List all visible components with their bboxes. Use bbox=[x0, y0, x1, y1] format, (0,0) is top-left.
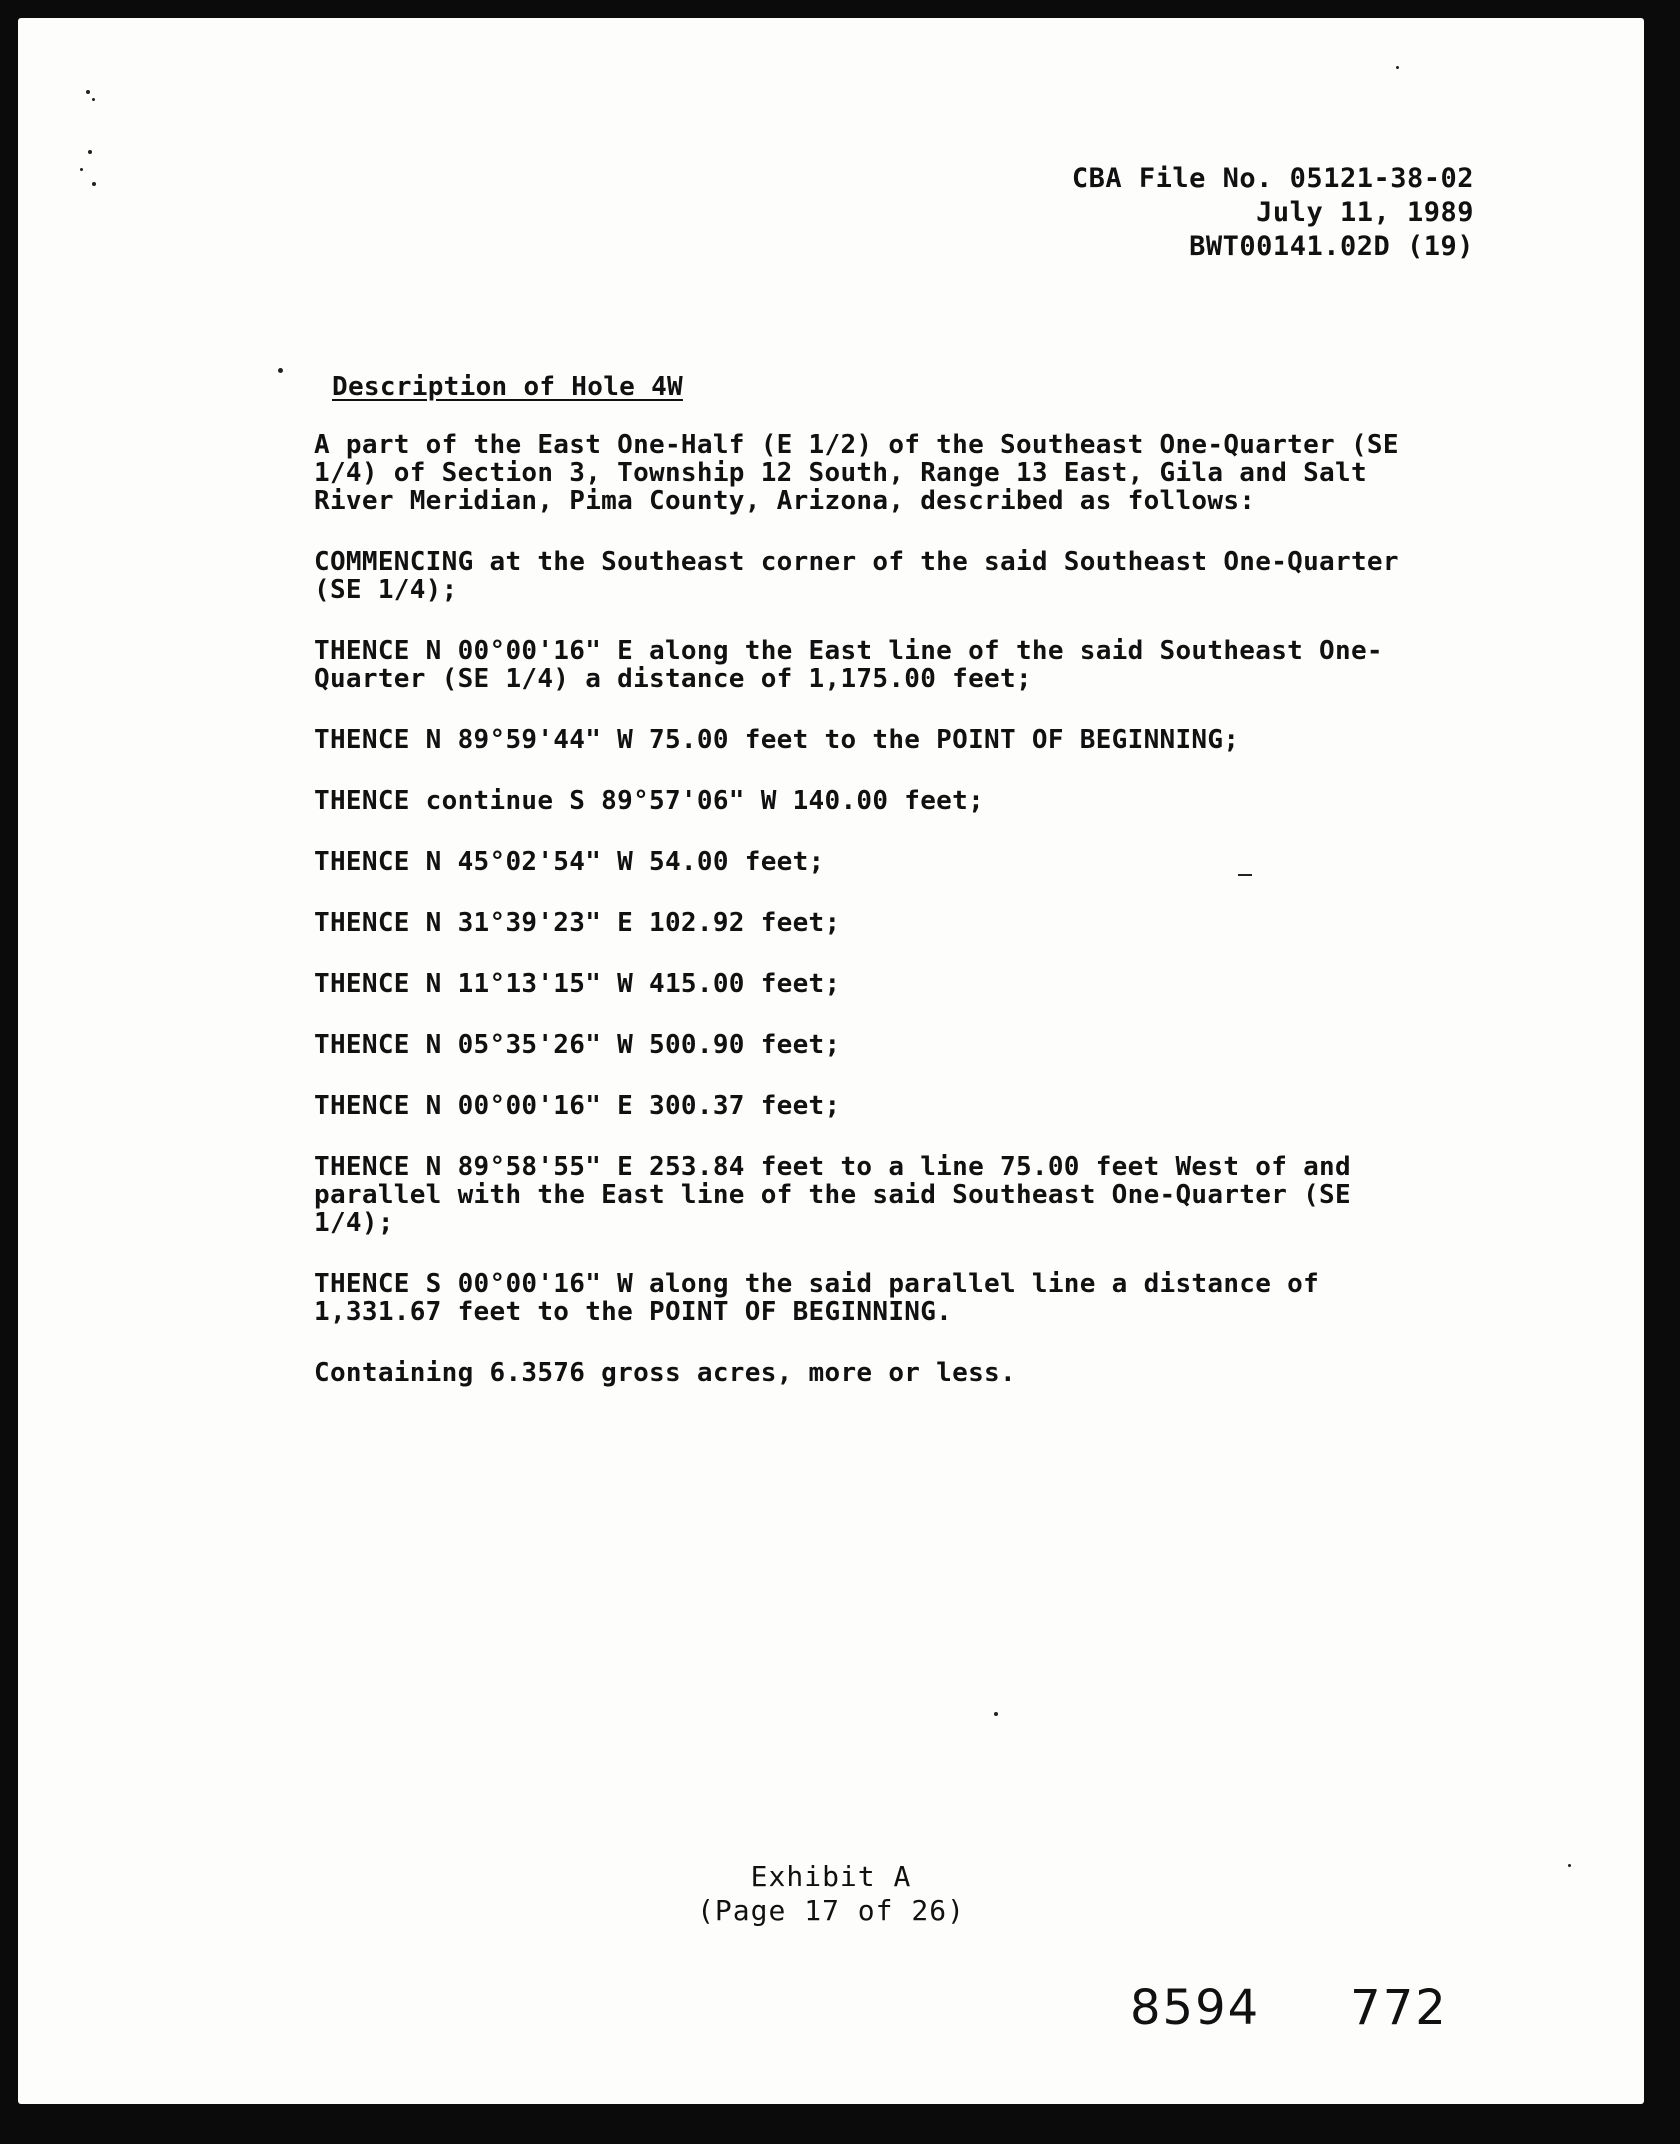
description-paragraph: THENCE N 89°59'44" W 75.00 feet to the POINT OF BEGINNING; bbox=[314, 725, 1240, 755]
description-paragraph: THENCE N 11°13'15" W 415.00 feet; bbox=[314, 969, 841, 999]
legal-description bbox=[314, 373, 1474, 1420]
description-paragraph: COMMENCING at the Southeast corner of the said Southeast One-Quarter (SE 1/4); bbox=[314, 547, 1399, 605]
description-paragraph: THENCE N 00°00'16" E along the East line of the said Southeast One- Quarter (SE 1/4) a distance of 1,175.00 feet; bbox=[314, 636, 1383, 694]
document-reference: BWT00141.02D (19) bbox=[1189, 231, 1474, 262]
scan-speck bbox=[994, 1712, 998, 1716]
description-paragraph: THENCE N 31°39'23" E 102.92 feet; bbox=[314, 908, 841, 938]
page-count: (Page 17 of 26) bbox=[697, 1894, 965, 1927]
description-paragraph: THENCE N 05°35'26" W 500.90 feet; bbox=[314, 1030, 841, 1060]
scan-speck bbox=[86, 90, 90, 94]
exhibit-label: Exhibit A bbox=[750, 1860, 912, 1893]
recording-numbers bbox=[1130, 1980, 1448, 2036]
scan-speck bbox=[92, 98, 95, 101]
exhibit-footer bbox=[18, 1860, 1644, 1928]
file-number: CBA File No. 05121-38-02 bbox=[1071, 163, 1474, 194]
recording-book-number: 8594 bbox=[1130, 1980, 1261, 2036]
description-paragraph: THENCE N 00°00'16" E 300.37 feet; bbox=[314, 1091, 841, 1121]
document-page bbox=[18, 18, 1644, 2104]
document-date: July 11, 1989 bbox=[1256, 197, 1474, 228]
scan-speck bbox=[278, 368, 283, 373]
scan-speck bbox=[80, 168, 83, 171]
scan-speck bbox=[1396, 66, 1399, 69]
description-paragraph: THENCE N 45°02'54" W 54.00 feet; bbox=[314, 847, 825, 877]
description-paragraph: Containing 6.3576 gross acres, more or less. bbox=[314, 1358, 1016, 1388]
description-paragraph: A part of the East One-Half (E 1/2) of the Southeast One-Quarter (SE 1/4) of Section 3, Township 12 South, Range 13 East, Gila and Salt River Meridian, Pima County, Arizona, described as follows: bbox=[314, 430, 1399, 516]
description-title: Description of Hole 4W bbox=[332, 372, 683, 402]
recording-page-number: 772 bbox=[1350, 1980, 1448, 2036]
file-reference-header bbox=[1072, 162, 1474, 264]
description-paragraph: THENCE S 00°00'16" W along the said parallel line a distance of 1,331.67 feet to the POINT OF BEGINNING. bbox=[314, 1269, 1320, 1327]
scan-speck bbox=[92, 182, 96, 186]
description-paragraph: THENCE continue S 89°57'06" W 140.00 feet; bbox=[314, 786, 985, 816]
scan-speck bbox=[88, 150, 92, 154]
description-paragraph: THENCE N 89°58'55" E 253.84 feet to a line 75.00 feet West of and parallel with the East line of the said Southeast One-Quarter (SE 1/4); bbox=[314, 1152, 1351, 1238]
